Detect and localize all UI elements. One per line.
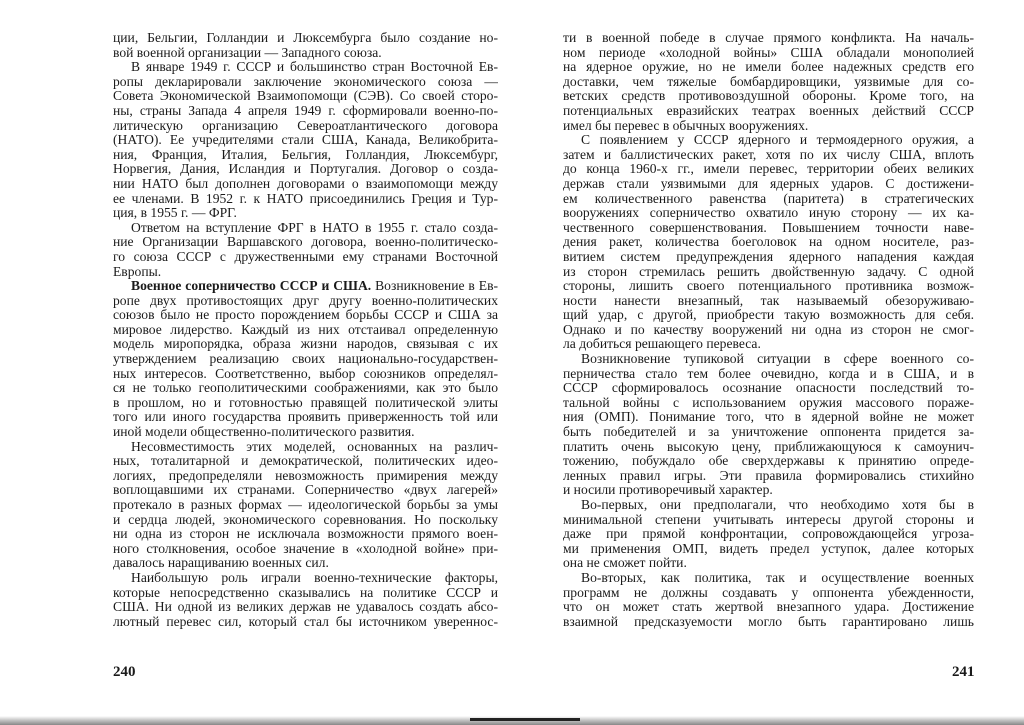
text-line [563, 542, 974, 557]
line-text: нии НАТО был дополнен договорами о взаимопомощи между [113, 176, 498, 191]
line-text: ла добиться решающего перевеса. [563, 337, 761, 352]
line-text: мировое лидерство. Каждый из них отстаивал определенную [113, 322, 498, 337]
line-text: тальной войны с использованием оружия массового пораже- [563, 395, 974, 410]
line-text: ся не только геополитическими соображениями, как это было [113, 381, 498, 396]
text-line [113, 221, 498, 236]
text-line [113, 235, 498, 250]
text-line [563, 221, 974, 236]
line-text: программ не должны создавать у оппонента убежденности, [563, 585, 974, 600]
text-line [563, 265, 974, 280]
line-text: ном периоде «холодной войны» США обладали монополией [563, 45, 974, 60]
line-text: которые непосредственно сказывались на политике СССР и [113, 585, 498, 600]
text-line [113, 162, 498, 177]
text-line [563, 104, 974, 119]
text-line [113, 542, 498, 557]
line-text: имел бы перевес в обычных вооружениях. [563, 118, 809, 133]
line-text: чественного совершенствования. Повышением точности наве- [563, 220, 974, 235]
line-text: давалось наращиванию военных сил. [113, 556, 329, 571]
text-line [563, 425, 974, 440]
text-line [563, 513, 974, 528]
text-line [113, 586, 498, 601]
text-line [563, 527, 974, 542]
line-text: Возникновение в Ев- [371, 279, 498, 294]
page-number-right: 241 [952, 664, 975, 680]
text-line [113, 571, 498, 586]
line-text: иной модели общественно-политического развития. [113, 425, 415, 440]
line-text: ция, в 1955 г. — ФРГ. [113, 206, 237, 221]
text-line [563, 367, 974, 382]
line-text: быть победителей и за уничтожение оппонента придется за- [563, 425, 974, 440]
line-text: потенциальных евразийских театрах военных действий СССР [563, 103, 974, 118]
text-line [113, 192, 498, 207]
line-text: литическую организацию Североатлантического договора [113, 118, 498, 133]
line-text: витием систем предупреждения ядерного нападения каждая [563, 249, 974, 264]
text-line [113, 513, 498, 528]
text-line [113, 396, 498, 411]
line-text: Во-вторых, как политика, так и осуществление военных [581, 570, 974, 585]
text-line [563, 294, 974, 309]
text-line [113, 337, 498, 352]
line-text: логиях, предопределяли невозможность примирения между [113, 468, 498, 483]
text-line [113, 323, 498, 338]
line-text: ности нанести внезапный, так называемый обезоруживаю- [563, 293, 974, 308]
text-line [113, 89, 498, 104]
text-line [113, 148, 498, 163]
line-text: ее членами. В 1952 г. к НАТО присоединились Греция и Тур- [113, 191, 498, 206]
text-line [113, 352, 498, 367]
text-line [563, 556, 974, 571]
line-text: В январе 1949 г. СССР и большинство стран Восточной Ев- [131, 60, 498, 75]
text-line [113, 75, 498, 90]
text-line [113, 177, 498, 192]
line-text: Возникновение тупиковой ситуации в сфере военного со- [581, 352, 974, 367]
text-line [113, 133, 498, 148]
text-line [113, 483, 498, 498]
section-heading: Военное соперничество СССР и США. [131, 279, 372, 294]
line-text: Европы. [113, 264, 162, 279]
line-text: взаимной предсказуемости могло быть гарантировано лишь [563, 614, 974, 629]
line-text: протекало в разных формах — идеологической борьбы за умы [113, 498, 498, 512]
line-text: ции, Бельгии, Голландии и Люксембурга было создание но- [113, 31, 498, 45]
line-text: ем количественного равенства (паритета) в стратегических [563, 191, 974, 206]
line-text: ти в военной победе в случае прямого конфликта. На началь- [563, 31, 974, 45]
text-line [113, 60, 498, 75]
line-text: вооружениях соперничество охватило иную сторону — их ка- [563, 206, 974, 221]
text-line [563, 148, 974, 163]
text-line [113, 556, 498, 571]
text-line [113, 381, 498, 396]
text-line [563, 46, 974, 61]
text-line [563, 483, 974, 498]
text-line [113, 279, 498, 294]
line-text: что он может стать жертвой внезапного удара. Достижение [563, 600, 974, 615]
line-text: ного столкновения, особое значение в «холодной войне» при- [113, 541, 498, 556]
text-line [113, 250, 498, 265]
line-text: Совета Экономической Взаимопомощи (СЭВ). Со своей сторо- [113, 89, 498, 104]
text-line [113, 294, 498, 309]
line-text: союзов было не просто порождением борьбы СССР и США за [113, 308, 498, 323]
text-line [113, 454, 498, 469]
text-line [563, 323, 974, 338]
text-line [563, 586, 974, 601]
text-line [563, 89, 974, 104]
line-text: ния (ОМП). Понимание того, что в ядерной войне не может [563, 410, 974, 425]
line-text: ние Организации Варшавского договора, военно-политическо- [113, 235, 498, 250]
text-line [113, 104, 498, 119]
text-line [563, 192, 974, 207]
text-line [563, 498, 974, 513]
line-text: Норвегия, Дания, Исландия и Португалия. Договор о созда- [113, 162, 498, 177]
line-text: ния, Франция, Италия, Бельгия, Голландия, Люксембург, [113, 147, 498, 162]
line-text: до конца 1960-х гг., имели перевес, территории обеих великих [563, 162, 974, 177]
text-line [563, 119, 974, 134]
left-page-text [113, 31, 498, 629]
text-line [563, 235, 974, 250]
text-line [563, 381, 974, 396]
line-text: того или иного государства проявить приверженность той или [113, 410, 498, 425]
text-line [113, 119, 498, 134]
line-text: даже при прямой конфронтации, сопровождающейся угроза- [563, 527, 974, 542]
text-line [563, 337, 974, 352]
line-text: Несовместимость этих моделей, основанных на различ- [131, 439, 498, 454]
text-line [113, 31, 498, 46]
text-line [113, 425, 498, 440]
text-line [563, 352, 974, 367]
text-line [563, 396, 974, 411]
line-text: ветских средств противовоздушной обороны. Кроме того, на [563, 89, 974, 104]
line-text: лютный перевес сил, который стал бы источником увереннос- [113, 614, 498, 629]
text-line [563, 31, 974, 46]
text-line [113, 527, 498, 542]
text-line [113, 46, 498, 61]
line-text: доставки, чем тяжелые бомбардировщики, уязвимые для со- [563, 74, 974, 89]
text-line [113, 600, 498, 615]
text-line [563, 206, 974, 221]
text-line [563, 60, 974, 75]
text-line [563, 469, 974, 484]
line-text: го союза СССР с дружественными ему странами Восточной [113, 249, 498, 264]
text-line [563, 454, 974, 469]
text-line [563, 308, 974, 323]
text-line [563, 571, 974, 586]
line-text: ны, страны Запада 4 апреля 1949 г. сформировали военно-по- [113, 103, 498, 118]
line-text: ных интересов. Соответственно, выбор союзников определял- [113, 366, 498, 381]
line-text: ропы декларировали заключение экономического союза — [113, 74, 498, 89]
line-text: ных, тоталитарной и демократической, политических идео- [113, 454, 498, 469]
line-text: ми применения ОМП, видеть предел уступок, далее которых [563, 541, 974, 556]
line-text: перничества стало тем более очевидно, когда и в США, и в [563, 366, 974, 381]
line-text: она не сможет пойти. [563, 556, 687, 571]
text-line [563, 250, 974, 265]
line-text: утверждением реализацию своих национально-государствен- [113, 352, 498, 367]
text-line [113, 615, 498, 630]
text-line [563, 133, 974, 148]
line-text: СССР сформировалось осознание опасности последствий то- [563, 381, 974, 396]
line-text: стороны, лишить своего потенциального противника возмож- [563, 279, 974, 294]
text-line [563, 177, 974, 192]
line-text: из сторон стремилась решить двойственную задачу. С одной [563, 264, 974, 279]
text-line [563, 410, 974, 425]
line-text: ни одна из сторон не исключала возможности прямого воен- [113, 527, 498, 542]
line-text: затем и баллистических ракет, хотя по их числу США, вплоть [563, 147, 974, 162]
line-text: Однако и по качеству вооружений ни одна из сторон не смог- [563, 322, 974, 337]
text-line [563, 75, 974, 90]
line-text: на ядерное оружие, но не имели более надежных средств его [563, 60, 974, 75]
line-text: США. Ни одной из великих держав не удавалось создать абсо- [113, 600, 498, 615]
text-line [113, 308, 498, 323]
text-line [563, 440, 974, 455]
text-line [563, 162, 974, 177]
line-text: (НАТО). Ее учредителями стали США, Канада, Великобрита- [113, 133, 498, 148]
right-page-text [563, 31, 974, 629]
text-line [563, 615, 974, 630]
line-text: дения ракет, количества боеголовок на одном носителе, раз- [563, 235, 974, 250]
book-spine-shadow [470, 718, 580, 721]
text-line [563, 279, 974, 294]
line-text: платить очень высокую цену, приближающуюся к самоунич- [563, 439, 974, 454]
line-text: держав стали уязвимыми для ядерных ударов. С достижени- [563, 176, 974, 191]
line-text: Во-первых, они предполагали, что необходимо хотя бы в [581, 498, 974, 512]
line-text: Ответом на вступление ФРГ в НАТО в 1955 г. стало созда- [131, 220, 498, 235]
line-text: и носили противоречивый характер. [563, 483, 773, 498]
line-text: ропе двух противостоящих друг другу военно-политических [113, 293, 498, 308]
line-text: вой военной организации — Западного союза. [113, 45, 382, 60]
text-line [113, 410, 498, 425]
line-text: Наибольшую роль играли военно-технические факторы, [131, 570, 498, 585]
line-text: в прошлом, но и готовностью правящей политической элиты [113, 395, 498, 410]
page-number-left: 240 [113, 664, 136, 680]
line-text: ленных правил игры. Эти правила формировались стихийно [563, 468, 974, 483]
line-text: воплощавшими их странами. Соперничество «двух лагерей» [113, 483, 498, 498]
text-line [113, 469, 498, 484]
text-line [563, 600, 974, 615]
text-line [113, 367, 498, 382]
line-text: щий удар, с другой, приобрести такую возможность для себя. [563, 308, 974, 323]
line-text: С появлением у СССР ядерного и термоядерного оружия, а [581, 133, 974, 148]
text-line [113, 498, 498, 513]
text-line [113, 265, 498, 280]
text-line [113, 440, 498, 455]
text-line [113, 206, 498, 221]
line-text: минимальной степени учитывать интересы другой стороны и [563, 512, 974, 527]
line-text: модель миропорядка, образа жизни народов, связывая с их [113, 337, 498, 352]
line-text: и сердца людей, экономического соревнования. Но поскольку [113, 512, 498, 527]
line-text: тожению, побуждало обе сверхдержавы к принятию опреде- [563, 454, 974, 469]
